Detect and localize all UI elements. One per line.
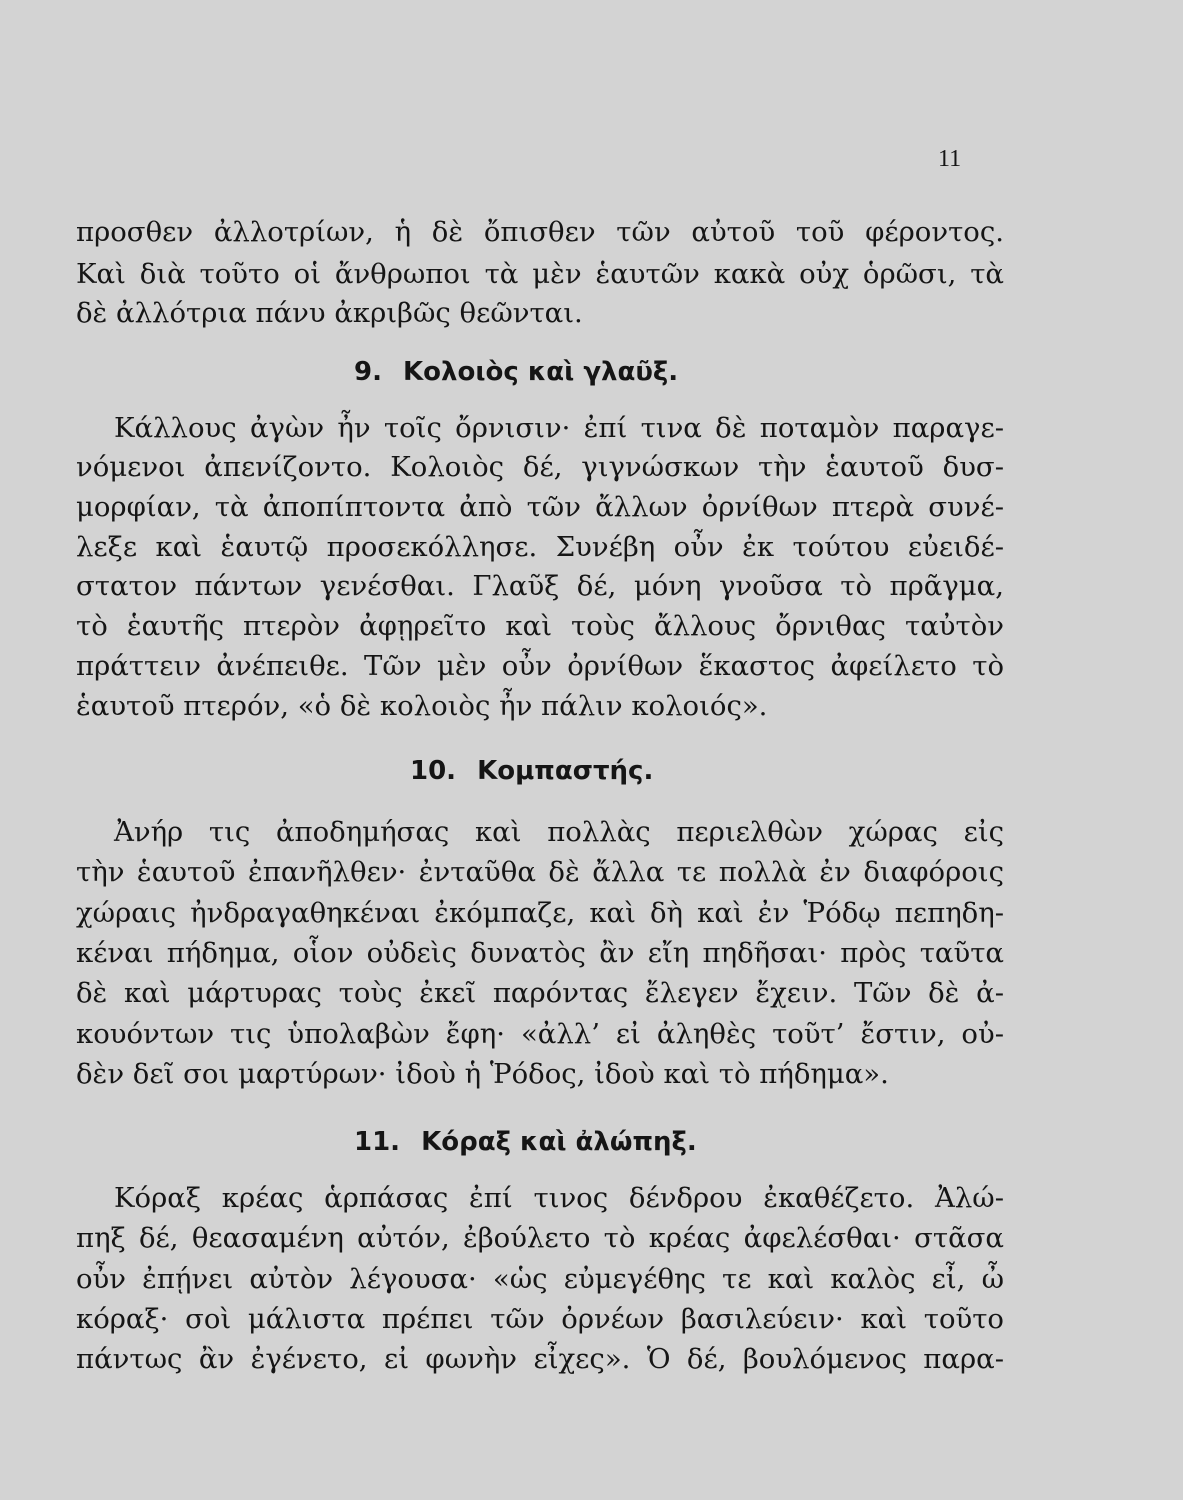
- text-line: πηξ δέ, θεασαμένη αὐτόν, ἐβούλετο τὸ κρέας ἀφελέσθαι· στᾶσα: [76, 1222, 1004, 1254]
- fable-number: 9.: [354, 357, 382, 387]
- text-line: Καὶ διὰ τοῦτο οἱ ἄνθρωποι τὰ μὲν ἑαυτῶν κακὰ οὐχ ὁρῶσι, τὰ: [76, 258, 1004, 290]
- text-line: κέναι πήδημα, οἷον οὐδεὶς δυνατὸς ἂν εἴη πηδῆσαι· πρὸς ταῦτα: [76, 937, 1004, 969]
- text-line: τὴν ἑαυτοῦ ἐπανῆλθεν· ἐνταῦθα δὲ ἄλλα τε πολλὰ ἐν διαφόροις: [76, 856, 1004, 888]
- text-line: πάντως ἂν ἐγένετο, εἰ φωνὴν εἶχες». Ὁ δέ, βουλόμενος παρα-: [76, 1343, 1004, 1375]
- text-line: λεξε καὶ ἑαυτῷ προσεκόλλησε. Συνέβη οὖν ἐκ τούτου εὐειδέ-: [76, 531, 1004, 563]
- text-line: χώραις ἠνδραγαθηκέναι ἐκόμπαζε, καὶ δὴ καὶ ἐν Ῥόδῳ πεπηδη-: [76, 897, 1004, 929]
- text-line: οὖν ἐπῄνει αὐτὸν λέγουσα· «ὡς εὐμεγέθης τε καὶ καλὸς εἶ, ὦ: [76, 1263, 1004, 1295]
- text-line: δὲν δεῖ σοι μαρτύρων· ἰδοὺ ἡ Ῥόδος, ἰδοὺ καὶ τὸ πήδημα».: [76, 1058, 889, 1090]
- text-line: κόραξ· σοὶ μάλιστα πρέπει τῶν ὀρνέων βασιλεύειν· καὶ τοῦτο: [76, 1303, 1004, 1335]
- text-line: Ἀνήρ τις ἀποδημήσας καὶ πολλὰς περιελθὼν χώρας εἰς: [114, 816, 1004, 848]
- text-line: δὲ καὶ μάρτυρας τοὺς ἐκεῖ παρόντας ἔλεγεν ἔχειν. Τῶν δὲ ἀ-: [76, 977, 1004, 1009]
- text-line: δὲ ἀλλότρια πάνυ ἀκριβῶς θεῶνται.: [76, 297, 583, 329]
- fable-title: Κολοιὸς καὶ γλαῦξ.: [403, 357, 679, 387]
- fable-number: 11.: [354, 1127, 401, 1157]
- text-line: ἑαυτοῦ πτερόν, «ὁ δὲ κολοιὸς ἦν πάλιν κολοιός».: [76, 690, 768, 722]
- page-number: 11: [938, 146, 962, 172]
- text-line: στατον πάντων γενέσθαι. Γλαῦξ δέ, μόνη γνοῦσα τὸ πρᾶγμα,: [76, 570, 1004, 602]
- fable-title: Κομπαστής.: [477, 756, 654, 786]
- text-line: Κόραξ κρέας ἁρπάσας ἐπί τινος δένδρου ἐκαθέζετο. Ἀλώ-: [114, 1182, 1004, 1214]
- fable-heading-11: [354, 1124, 697, 1160]
- fable-heading-9: [354, 354, 678, 390]
- fable-heading-10: [410, 753, 653, 789]
- text-line: μορφίαν, τὰ ἀποπίπτοντα ἀπὸ τῶν ἄλλων ὀρνίθων πτερὰ συνέ-: [76, 491, 1004, 523]
- fable-number: 10.: [410, 756, 457, 786]
- text-line: κουόντων τις ὑπολαβὼν ἔφη· «ἀλλ’ εἰ ἀληθὲς τοῦτ’ ἔστιν, οὐ-: [76, 1018, 1004, 1050]
- fable-title: Κόραξ καὶ ἀλώπηξ.: [421, 1127, 697, 1157]
- text-line: τὸ ἑαυτῆς πτερὸν ἀφῃρεῖτο καὶ τοὺς ἄλλους ὄρνιθας ταὐτὸν: [76, 610, 1004, 642]
- text-line: πράττειν ἀνέπειθε. Τῶν μὲν οὖν ὀρνίθων ἕκαστος ἀφείλετο τὸ: [76, 650, 1004, 682]
- text-line: προσθεν ἀλλοτρίων, ἡ δὲ ὄπισθεν τῶν αὐτοῦ τοῦ φέροντος.: [76, 216, 1004, 248]
- text-line: Κάλλους ἀγὼν ἦν τοῖς ὄρνισιν· ἐπί τινα δὲ ποταμὸν παραγε-: [114, 412, 1004, 444]
- text-line: νόμενοι ἀπενίζοντο. Κολοιὸς δέ, γιγνώσκων τὴν ἑαυτοῦ δυσ-: [76, 451, 1004, 483]
